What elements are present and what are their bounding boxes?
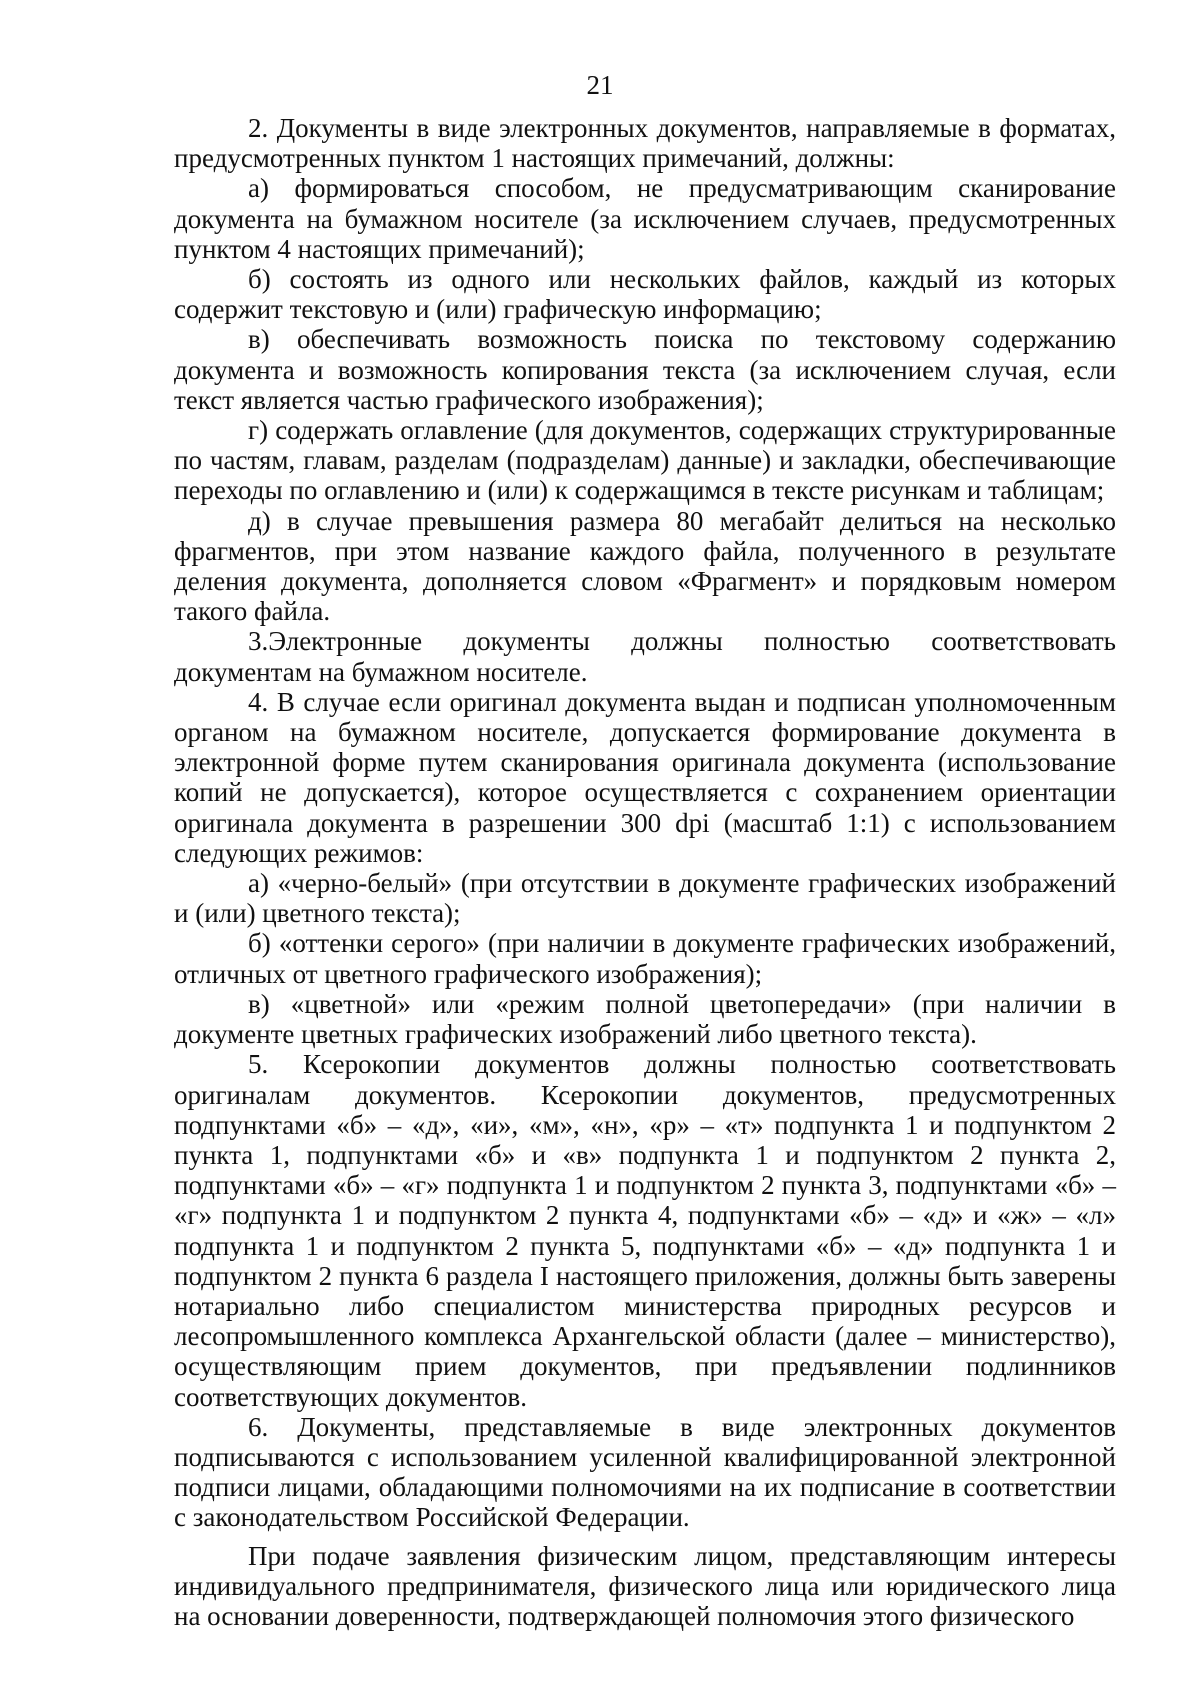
paragraph-2v: в) обеспечивать возможность поиска по текстовому содержанию документа и возможность копирования текста (за исключением случая, если текст является частью графического изображения);	[174, 324, 1116, 415]
paragraph-2g: г) содержать оглавление (для документов, содержащих структурированные по частям, главам, разделам (подразделам) данные) и закладки, обеспечивающие переходы по оглавлению и (или) к содержащимся в тексте рисункам и таблицам;	[174, 415, 1116, 506]
paragraph-5: 5. Ксерокопии документов должны полностью соответствовать оригиналам документов. Ксерокопии документов, предусмотренных подпунктами «б» – «д», «и», «м», «н», «р» – «т» подпункта 1 и подпунктом 2 пункта 1, подпунктами «б» и «в» подпункта 1 и подпунктом 2 пункта 2, подпунктами «б» – «г» подпункта 1 и подпунктом 2 пункта 3, подпунктами «б» – «г» подпункта 1 и подпунктом 2 пункта 4, подпунктами «б» – «д» и «ж» – «л» подпункта 1 и подпунктом 2 пункта 5, подпунктами «б» – «д» подпункта 1 и подпунктом 2 пункта 6 раздела I настоящего приложения, должны быть заверены нотариально либо специалистом министерства природных ресурсов и лесопромышленного комплекса Архангельской области (далее – министерство), осуществляющим прием документов, при предъявлении подлинников соответствующих документов.	[174, 1049, 1116, 1412]
paragraph-4: 4. В случае если оригинал документа выдан и подписан уполномоченным органом на бумажном носителе, допускается формирование документа в электронной форме путем сканирования оригинала документа (использование копий не допускается), которое осуществляется с сохранением ориентации оригинала документа в разрешении 300 dpi (масштаб 1:1) с использованием следующих режимов:	[174, 686, 1116, 868]
paragraph-2d: д) в случае превышения размера 80 мегабайт делиться на несколько фрагментов, при этом название каждого файла, полученного в результате деления документа, дополняется словом «Фрагмент» и порядковым номером такого файла.	[174, 505, 1116, 627]
page-number: 21	[586, 70, 614, 100]
paragraph-3: 3.Электронные документы должны полностью соответствовать документам на бумажном носителе.	[174, 626, 1116, 687]
paragraph-6: 6. Документы, представляемые в виде электронных документов подписываются с использованием усиленной квалифицированной электронной подписи лицами, обладающими полномочиями на их подписание в соответствии с законодательством Российской Федерации.	[174, 1411, 1116, 1533]
paragraph-4v: в) «цветной» или «режим полной цветопередачи» (при наличии в документе цветных графических изображений либо цветного текста).	[174, 988, 1116, 1050]
paragraph-submission: При подаче заявления физическим лицом, представляющим интересы индивидуального предпринимателя, физического лица или юридического лица на основании доверенности, подтверждающей полномочия этого физического	[174, 1540, 1116, 1631]
paragraph-2a: а) формироваться способом, не предусматривающим сканирование документа на бумажном носителе (за исключением случаев, предусмотренных пунктом 4 настоящих примечаний);	[174, 173, 1116, 264]
document-body	[174, 113, 1116, 1631]
paragraph-4a: а) «черно-белый» (при отсутствии в документе графических изображений и (или) цветного текста);	[174, 868, 1116, 929]
paragraph-2b: б) состоять из одного или нескольких файлов, каждый из которых содержит текстовую и (или) графическую информацию;	[174, 264, 1116, 325]
paragraph-4b: б) «оттенки серого» (при наличии в документе графических изображений, отличных от цветного графического изображения);	[174, 928, 1116, 989]
paragraph-2: 2. Документы в виде электронных документов, направляемые в форматах, предусмотренных пунктом 1 настоящих примечаний, должны:	[174, 113, 1116, 174]
